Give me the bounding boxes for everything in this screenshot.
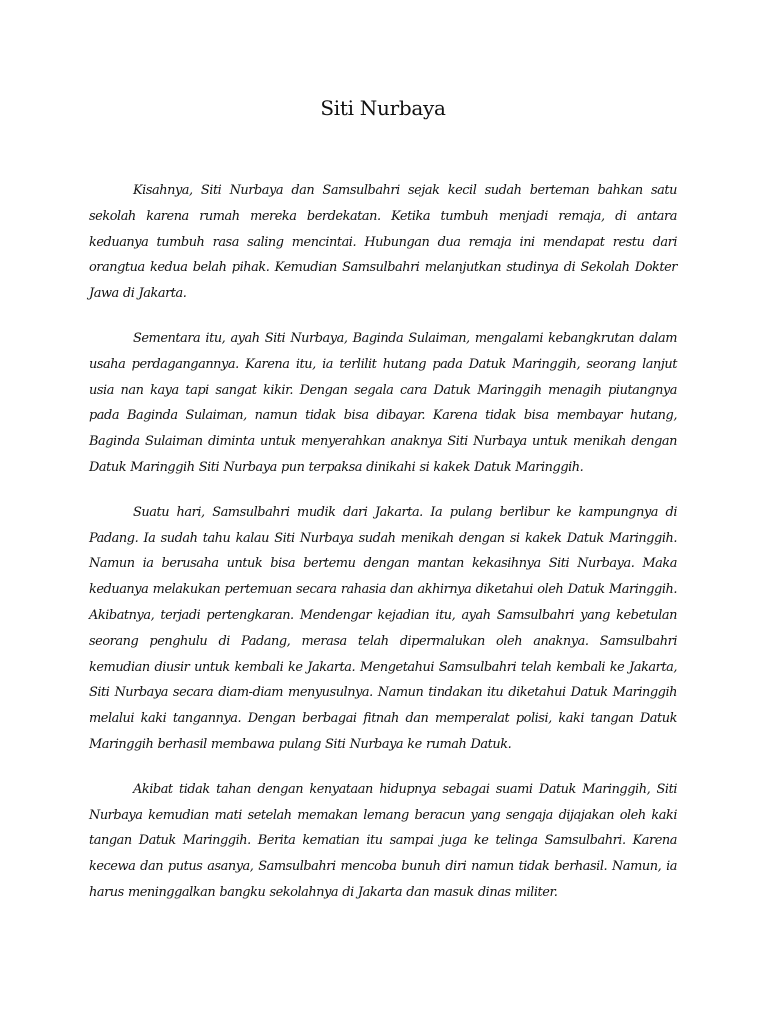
paragraph-3: Suatu hari, Samsulbahri mudik dari Jakarta. Ia pulang berlibur ke kampungnya di Padang. Ia sudah tahu kalau Siti Nurbaya sudah menikah dengan si kakek Datuk Maringgih. Namun ia berusaha untuk bisa bertemu dengan mantan kekasihnya Siti Nurbaya. Maka keduanya melakukan pertemuan secara rahasia dan akhirnya diketahui oleh Datuk Maringgih. Akibatnya, terjadi pertengkaran. Mendengar kejadian itu, ayah Samsulbahri yang kebetulan seorang penghulu di Padang, merasa telah dipermalukan oleh anaknya. Samsulbahri kemudian diusir untuk kembali ke Jakarta. Mengetahui Samsulbahri telah kembali ke Jakarta, Siti Nurbaya secara diam-diam menyusulnya. Namun tindakan itu diketahui Datuk Maringgih melalui kaki tangannya. Dengan berbagai fitnah dan memperalat polisi, kaki tangan Datuk Maringgih berhasil membawa pulang Siti Nurbaya ke rumah Datuk. [89,504,677,752]
paragraph-4: Akibat tidak tahan dengan kenyataan hidupnya sebagai suami Datuk Maringgih, Siti Nurbaya kemudian mati setelah memakan lemang beracun yang sengaja dijajakan oleh kaki tangan Datuk Maringgih. Berita kematian itu sampai juga ke telinga Samsulbahri. Karena kecewa dan putus asanya, Samsulbahri mencoba bunuh diri namun tidak berhasil. Namun, ia harus meninggalkan bangku sekolahnya di Jakarta dan masuk dinas militer. [89,781,677,900]
document-page [89,94,677,925]
paragraph-2: Sementara itu, ayah Siti Nurbaya, Baginda Sulaiman, mengalami kebangkrutan dalam usaha perdagangannya. Karena itu, ia terlilit hutang pada Datuk Maringgih, seorang lanjut usia nan kaya tapi sangat kikir. Dengan segala cara Datuk Maringgih menagih piutangnya pada Baginda Sulaiman, namun tidak bisa dibayar. Karena tidak bisa membayar hutang, Baginda Sulaiman diminta untuk menyerahkan anaknya Siti Nurbaya untuk menikah dengan Datuk Maringgih Siti Nurbaya pun terpaksa dinikahi si kakek Datuk Maringgih. [89,330,677,475]
document-title: Siti Nurbaya [320,96,446,120]
paragraph-1: Kisahnya, Siti Nurbaya dan Samsulbahri sejak kecil sudah berteman bahkan satu sekolah karena rumah mereka berdekatan. Ketika tumbuh menjadi remaja, di antara keduanya tumbuh rasa saling mencintai. Hubungan dua remaja ini mendapat restu dari orangtua kedua belah pihak. Kemudian Samsulbahri melanjutkan studinya di Sekolah Dokter Jawa di Jakarta. [89,183,677,302]
